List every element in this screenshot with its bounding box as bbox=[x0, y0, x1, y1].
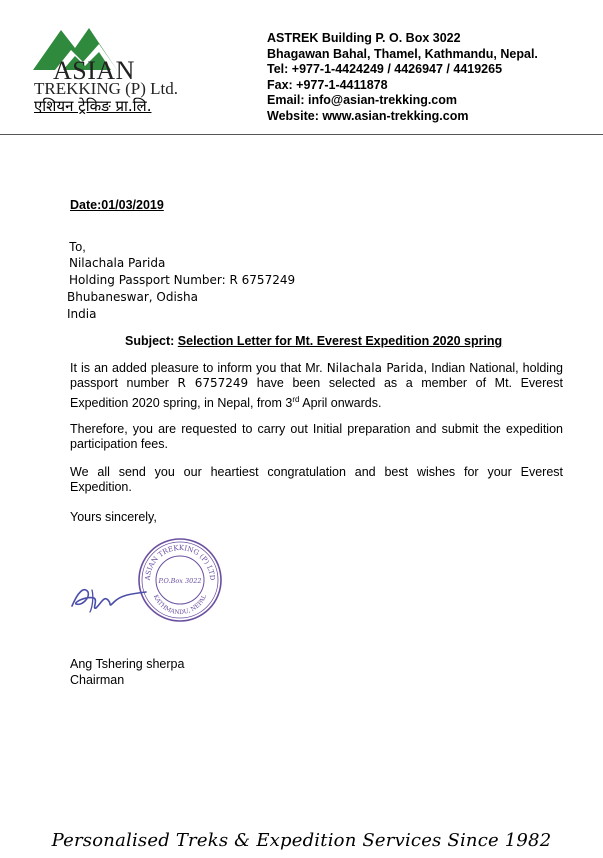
para1-text-a: It is an added pleasure to inform you that Mr. bbox=[70, 361, 323, 375]
subject-line bbox=[125, 334, 502, 348]
address-email: Email: info@asian-trekking.com bbox=[267, 93, 458, 107]
para1-text-b: , Indian National, holding passport number bbox=[70, 361, 563, 391]
recipient-city: Bhubaneswar, Odisha bbox=[67, 290, 198, 304]
para1-name: Nilachala Parida bbox=[326, 361, 424, 375]
signature bbox=[68, 578, 150, 614]
address-fax: Fax: +977-1-4411878 bbox=[267, 77, 388, 92]
stamp-bottom-text: KATHMANDU, NEPAL bbox=[151, 593, 209, 617]
letter-date: Date:01/03/2019 bbox=[70, 198, 164, 212]
footer-tagline: Personalised Treks & Expedition Services Since 1982 bbox=[51, 830, 552, 851]
para1-text-d: April onwards. bbox=[299, 395, 382, 410]
paragraph-selection bbox=[70, 361, 563, 411]
subject-text: Selection Letter for Mt. Everest Expedition 2020 spring bbox=[177, 334, 503, 348]
recipient-passport: Holding Passport Number: R 6757249 bbox=[69, 273, 296, 287]
signer-title: Chairman bbox=[70, 672, 125, 687]
paragraph-preparation: Therefore, you are requested to carry out Initial preparation and submit the expedition participation fees. bbox=[70, 422, 563, 452]
closing-salutation: Yours sincerely, bbox=[70, 510, 157, 524]
recipient-name: Nilachala Parida bbox=[69, 256, 166, 270]
logo-wordmark-asian: ASIAN bbox=[53, 56, 135, 85]
header-divider bbox=[0, 134, 603, 135]
address-website: Website: www.asian-trekking.com bbox=[267, 108, 469, 123]
logo-devanagari-name: एशियन ट्रेकिङ प्रा.लि. bbox=[34, 97, 152, 115]
address-line-1: ASTREK Building P. O. Box 3022 bbox=[267, 31, 461, 45]
para1-text-c: have been selected as a member of Mt. Everest Expedition 2020 spring, in Nepal, from 3 bbox=[70, 376, 563, 410]
handwritten-signature-icon bbox=[68, 578, 150, 614]
svg-text:ASIAN TREKKING (P) LTD bbox=[144, 544, 216, 582]
recipient-block bbox=[67, 240, 295, 323]
logo-wordmark-trekking: TREKKING (P) Ltd. bbox=[34, 79, 179, 98]
salutation-to: To, bbox=[69, 240, 86, 254]
signer-block bbox=[70, 657, 184, 688]
para1-passport: R 6757249 bbox=[177, 376, 249, 391]
address-line-2: Bhagawan Bahal, Thamel, Kathmandu, Nepal. bbox=[267, 46, 538, 61]
address-tel: Tel: +977-1-4424249 / 4426947 / 4419265 bbox=[267, 62, 503, 76]
para1-sup: rd bbox=[292, 394, 300, 404]
signer-name: Ang Tshering sherpa bbox=[70, 657, 185, 671]
paragraph-congratulation: We all send you our heartiest congratulation and best wishes for your Everest Expedition. bbox=[70, 465, 563, 495]
subject-label: Subject: bbox=[125, 334, 175, 348]
recipient-country: India bbox=[67, 307, 97, 321]
stamp-ring-text: ASIAN TREKKING (P) LTD bbox=[143, 543, 217, 581]
stamp-center-text: P.O.Box 3022 bbox=[158, 577, 202, 585]
